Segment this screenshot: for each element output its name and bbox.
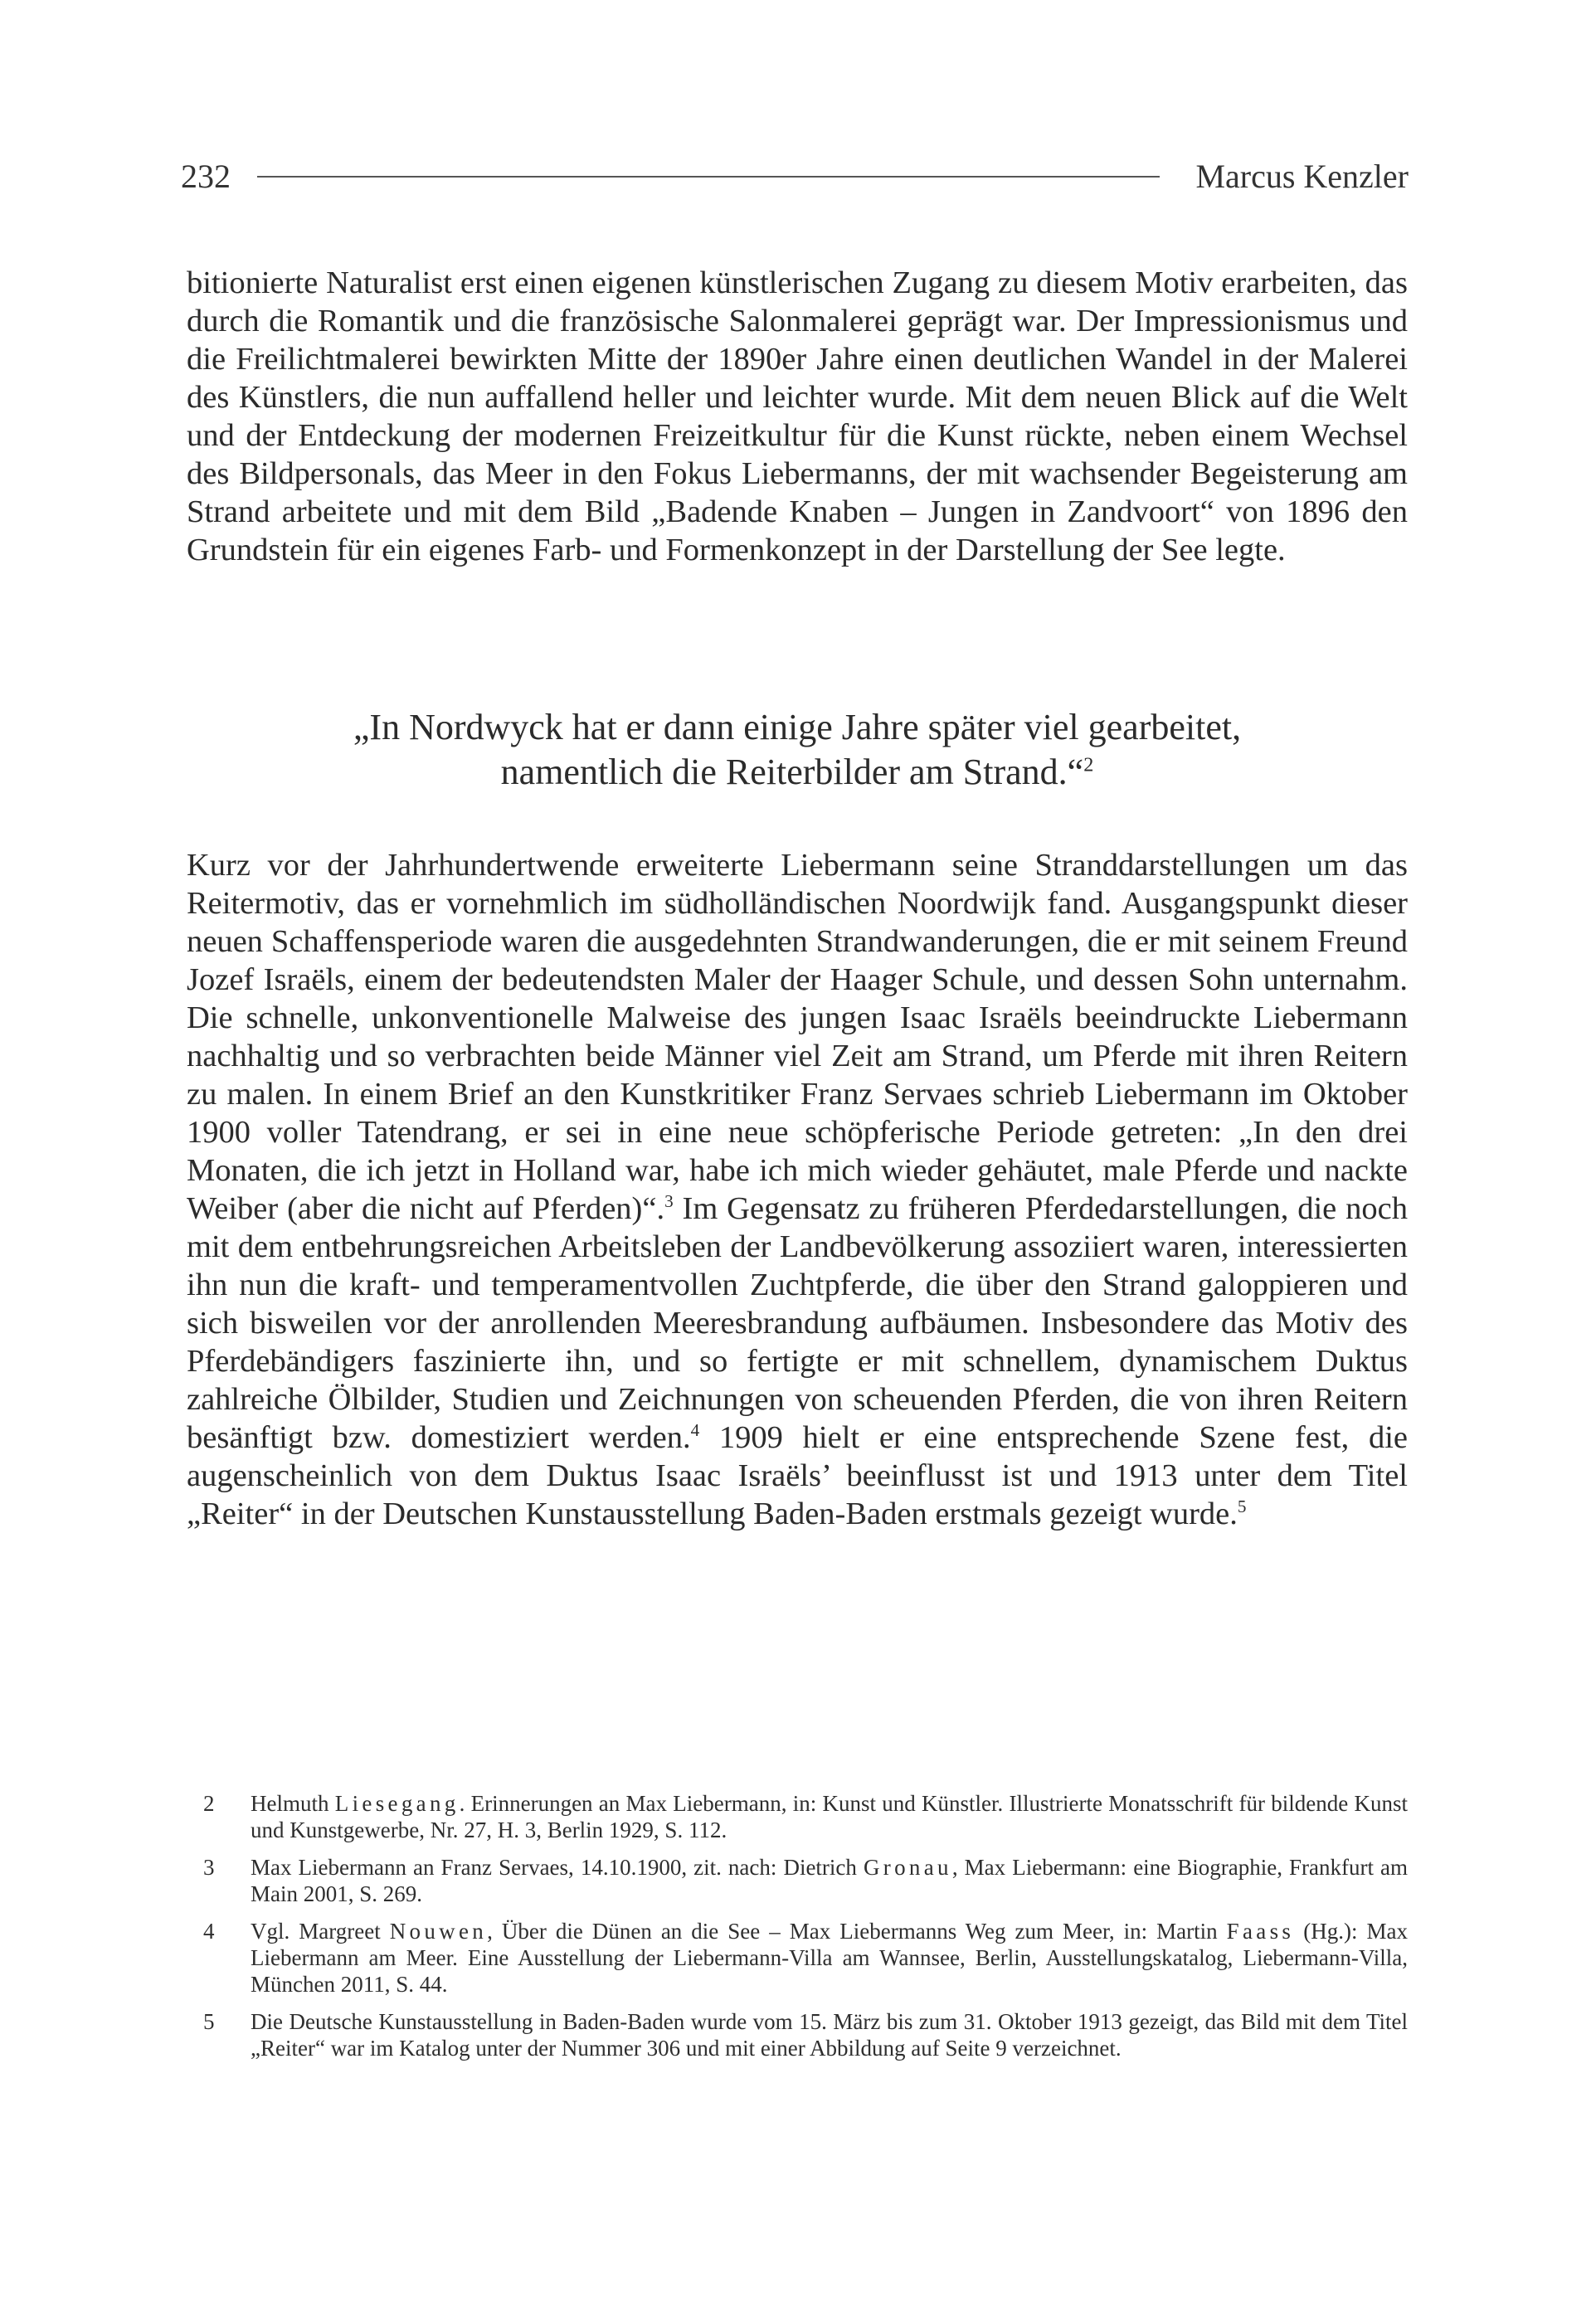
footnote-text: Die Deutsche Kunstausstellung in Baden-Baden wurde vom 15. März bis zum 31. Oktober 1913 gezeigt, das Bild mit dem Titel „Reiter“ war im Katalog unter der Nummer 306 und mit einer Abbildung auf Seite 9 verzeichnet. [251, 2009, 1408, 2061]
footnote-editor: Faass [1226, 1919, 1295, 1944]
footnote-author: Liesegang [334, 1791, 460, 1816]
running-header [181, 156, 1409, 197]
footnote-text: , Max Liebermann: eine Biographie, Frankfurt am Main 2001, S. 269. [251, 1855, 1408, 1906]
footnote-2 [203, 1790, 1408, 1843]
footnotes [203, 1790, 1408, 2072]
footnote-text: Max Liebermann an Franz Servaes, 14.10.1900, zit. nach: Dietrich [251, 1855, 864, 1880]
footnote-text: . Erinnerungen an Max Liebermann, in: Kunst und Künstler. Illustrierte Monatsschrift für bildende Kunst und Kunstgewerbe, Nr. 27, H. 3, Berlin 1929, S. 112. [251, 1791, 1408, 1842]
footnote-ref-4[interactable]: 4 [690, 1420, 700, 1441]
header-rule [257, 176, 1160, 178]
quote-line-2: namentlich die Reiterbilder am Strand.“ [500, 752, 1084, 792]
footnote-ref-2[interactable]: 2 [1083, 753, 1094, 776]
page-number: 232 [181, 158, 231, 195]
footnote-5 [203, 2008, 1408, 2061]
footnote-text: Helmuth [251, 1791, 335, 1816]
footnote-number: 2 [203, 1791, 215, 1816]
footnote-3 [203, 1854, 1408, 1907]
footnote-4 [203, 1918, 1408, 1998]
footnote-number: 5 [203, 2009, 215, 2034]
quote-line-1: „In Nordwyck hat er dann einige Jahre später viel gearbeitet, [353, 707, 1242, 747]
footnote-ref-3[interactable]: 3 [664, 1191, 674, 1212]
footnote-text: , Über die Dünen an die See – Max Liebermanns Weg zum Meer, in: Martin [487, 1919, 1227, 1944]
footnote-author: Gronau [863, 1855, 952, 1880]
footnote-number: 4 [203, 1919, 215, 1944]
paragraph-2-part-3: 1909 hielt er eine entsprechende Szene fest, die augenscheinlich von dem Duktus Isaac Israëls’ beeinflusst ist und 1913 unter dem Titel „Reiter“ in der Deutschen Kunstausstellung Baden-Baden erstmals gezeigt wurde. [187, 1420, 1409, 1531]
body-paragraph-1: bitionierte Naturalist erst einen eigenen künstlerischen Zugang zu diesem Motiv erarbeiten, das durch die Romantik und die französische Salonmalerei geprägt war. Der Impressionismus und die Freilichtmalerei bewirkten Mitte der 1890er Jahre einen deutlichen Wandel in der Malerei des Künstlers, die nun auffallend heller und leichter wurde. Mit dem neuen Blick auf die Welt und der Entdeckung der modernen Freizeitkultur für die Kunst rückte, neben einem Wechsel des Bildpersonals, das Meer in den Fokus Liebermanns, der mit wachsender Begeisterung am Strand arbeitete und mit dem Bild „Badende Knaben – Jungen in Zandvoort“ von 1896 den Grundstein für ein eigenes Farb- und Formenkonzept in der Darstellung der See legte. [187, 265, 1408, 567]
paragraph-2-part-1: Kurz vor der Jahrhundertwende erweiterte Liebermann seine Stranddarstellungen um das Reitermotiv, das er vornehmlich im südholländischen Noordwijk fand. Ausgangspunkt dieser neuen Schaffensperiode waren die ausgedehnten Strandwanderungen, die er mit seinem Freund Jozef Israëls, einem der bedeutendsten Maler der Haager Schule, und dessen Sohn unternahm. Die schnelle, unkonventionelle Malweise des jungen Isaac Israëls beeindruckte Liebermann nachhaltig und so verbrachten beide Männer viel Zeit am Strand, um Pferde mit ihren Reitern zu malen. In einem Brief an den Kunstkritiker Franz Servaes schrieb Liebermann im Oktober 1900 voller Tatendrang, er sei in eine neue schöpferische Periode getreten: „In den drei Monaten, die ich jetzt in Holland war, habe ich mich wieder gehäutet, male Pferde und nackte Weiber (aber die nicht auf Pferden)“. [187, 848, 1408, 1226]
body-paragraph-2 [187, 846, 1408, 1533]
block-quote [187, 705, 1408, 795]
footnote-text: Vgl. Margreet [251, 1919, 390, 1944]
footnote-text: (Hg.): Max Liebermann am Meer. Eine Ausstellung der Liebermann-Villa am Wannsee, Berlin, Ausstellungskatalog, Liebermann-Villa, München 2011, S. 44. [251, 1919, 1408, 1997]
footnote-ref-5[interactable]: 5 [1237, 1496, 1247, 1517]
running-author: Marcus Kenzler [1195, 158, 1409, 195]
footnote-number: 3 [203, 1855, 215, 1880]
paragraph-2-part-2: Im Gegensatz zu früheren Pferdedarstellungen, die noch mit dem entbehrungsreichen Arbeitsleben der Landbevölkerung assoziiert waren, interessierten ihn nun die kraft- und temperamentvollen Zuchtpferde, die über den Strand galoppieren und sich bisweilen vor der anrollenden Meeresbrandung aufbäumen. Insbesondere das Motiv des Pferdebändigers faszinierte ihn, und so fertigte er mit schnellem, dynamischem Duktus zahlreiche Ölbilder, Studien und Zeichnungen von scheuenden Pferden, die von ihren Reitern besänftigt bzw. domestiziert werden. [187, 1191, 1408, 1455]
footnote-author: Nouwen [389, 1919, 488, 1944]
